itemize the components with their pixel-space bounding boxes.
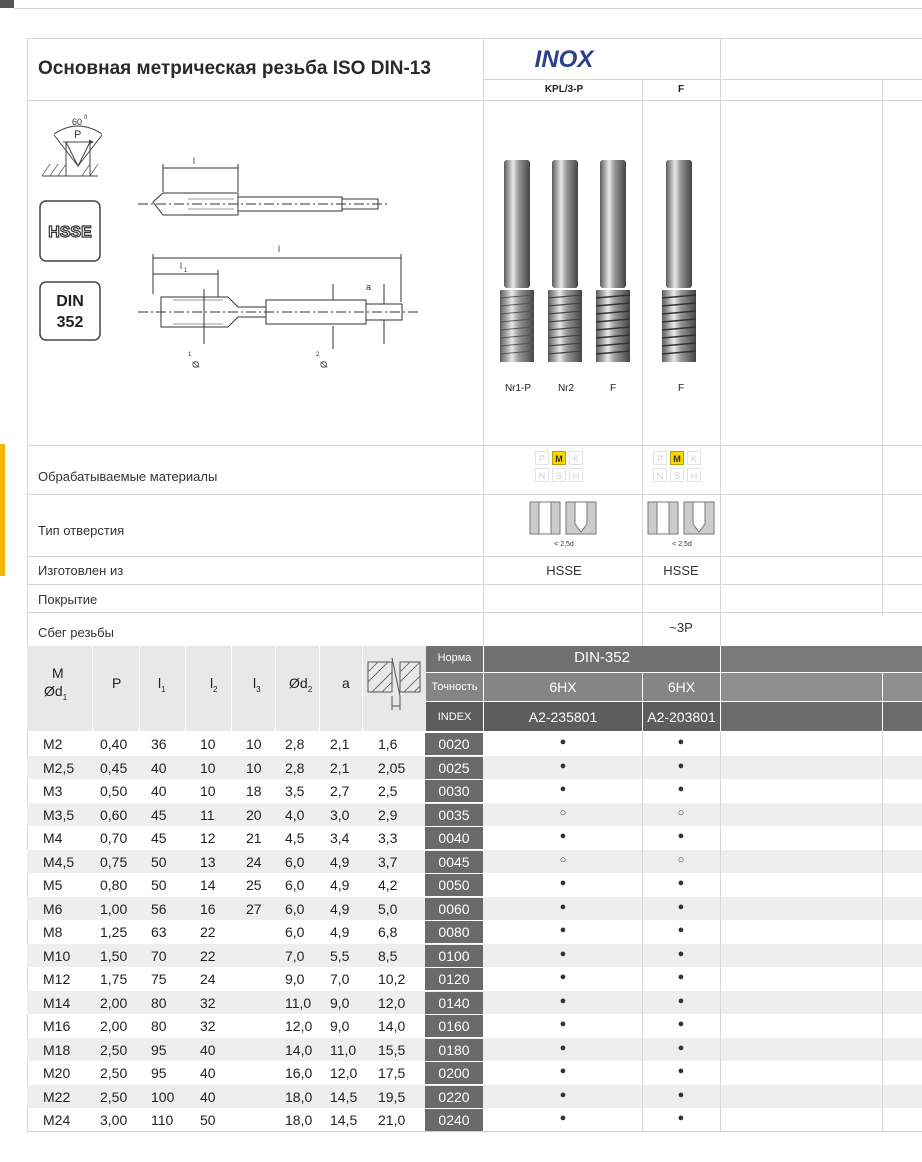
table-cell: 25 xyxy=(246,877,262,893)
table-cell: M16 xyxy=(43,1018,71,1034)
table-cell: 2,50 xyxy=(100,1089,128,1105)
hole-type-label: Тип отверстия xyxy=(38,523,125,538)
frame-brand-divider xyxy=(483,79,922,80)
table-cell: 6,8 xyxy=(378,924,398,940)
table-cell: 4,9 xyxy=(330,854,350,870)
table-cell: 10 xyxy=(246,760,262,776)
table-cell: 2,00 xyxy=(100,1018,128,1034)
hole-type-icons-kpl xyxy=(528,500,602,544)
header-precision: Точность xyxy=(431,681,478,693)
tap-photo-nr2 xyxy=(548,160,582,362)
precision-f: 6HX xyxy=(667,679,696,695)
table-col-divider xyxy=(882,732,883,1131)
table-cell: 80 xyxy=(151,995,167,1011)
table-cell: M10 xyxy=(43,948,71,964)
table-cell: M22 xyxy=(43,1089,71,1105)
table-cell: 3,0 xyxy=(330,807,350,823)
tap-label-nr1p: Nr1-P xyxy=(504,383,532,394)
index-kpl: A2-235801 xyxy=(528,709,598,725)
table-cell: 6,0 xyxy=(285,854,305,870)
table-cell: 19,5 xyxy=(378,1089,406,1105)
page-corner-marker xyxy=(0,0,14,8)
table-cell: 0,70 xyxy=(100,830,128,846)
frame-col-divider-4 xyxy=(882,79,883,616)
table-cell: 11 xyxy=(200,807,215,823)
header-norm: Норма xyxy=(437,652,472,664)
index-code-cell: 0035 xyxy=(425,804,483,826)
availability-marker: ● xyxy=(677,760,685,772)
table-cell: 22 xyxy=(200,924,216,940)
table-cell: 36 xyxy=(151,736,167,752)
table-cell: 17,5 xyxy=(378,1065,406,1081)
table-cell: 40 xyxy=(151,783,167,799)
dim-l1-sub: 1 xyxy=(184,268,188,274)
table-cell: 12,0 xyxy=(378,995,406,1011)
material-m: M xyxy=(670,451,684,465)
dim-l1: l xyxy=(180,261,182,271)
availability-marker: ● xyxy=(677,1089,685,1101)
thread-profile-diagram xyxy=(42,115,102,176)
availability-marker: ● xyxy=(677,1018,685,1030)
index-code-cell: 0020 xyxy=(425,733,483,755)
availability-marker: ● xyxy=(677,1112,685,1124)
table-cell: 2,5 xyxy=(378,783,398,799)
table-bottom xyxy=(27,1131,922,1132)
table-cell: 11,0 xyxy=(330,1042,357,1058)
availability-marker: ● xyxy=(559,830,567,842)
header-index: INDEX xyxy=(437,711,472,723)
table-cell: 4,9 xyxy=(330,901,350,917)
table-cell: 0,40 xyxy=(100,736,128,752)
header-l3: $l_3$ xyxy=(253,675,261,694)
din-badge-line1: DIN xyxy=(56,293,84,310)
availability-marker: ● xyxy=(677,924,685,936)
tap-label-f-single: F xyxy=(677,383,685,394)
brand-logo: INOX xyxy=(534,46,594,73)
table-cell: M6 xyxy=(43,901,63,917)
table-cell: 50 xyxy=(151,877,167,893)
row-divider-hole xyxy=(27,494,922,495)
material-k: K xyxy=(687,451,701,465)
tap-photo-f-single xyxy=(662,160,696,362)
table-cell: 10 xyxy=(200,783,216,799)
table-col-divider xyxy=(642,732,643,1131)
table-cell: 15,5 xyxy=(378,1042,406,1058)
table-cell: 5,0 xyxy=(378,901,398,917)
table-cell: 0,45 xyxy=(100,760,128,776)
table-cell: 12,0 xyxy=(330,1065,358,1081)
availability-marker: ● xyxy=(677,901,685,913)
table-cell: 14,0 xyxy=(378,1018,406,1034)
frame-col-divider-3 xyxy=(720,38,721,646)
table-cell: 18 xyxy=(246,783,262,799)
tool-code-f: F xyxy=(677,84,685,95)
row-divider-made xyxy=(27,556,922,557)
angle-unit: 0 xyxy=(84,115,88,121)
material-s: S xyxy=(552,468,566,482)
material-n: N xyxy=(535,468,549,482)
table-cell: 45 xyxy=(151,830,167,846)
table-cell: 3,4 xyxy=(330,830,350,846)
index-code-cell: 0045 xyxy=(425,851,483,873)
table-cell: M20 xyxy=(43,1065,71,1081)
table-cell: 95 xyxy=(151,1065,167,1081)
table-cell: 9,0 xyxy=(330,995,350,1011)
hole-type-icons-f xyxy=(646,500,720,544)
table-cell: 32 xyxy=(200,1018,216,1034)
table-cell: 2,05 xyxy=(378,760,406,776)
table-cell: 100 xyxy=(151,1089,175,1105)
table-cell: 24 xyxy=(246,854,262,870)
table-cell: 2,8 xyxy=(285,736,305,752)
index-code-cell: 0030 xyxy=(425,780,483,802)
index-code-cell: 0120 xyxy=(425,968,483,990)
table-cell: 0,75 xyxy=(100,854,128,870)
tool-code-kpl: KPL/3-P xyxy=(544,84,584,95)
table-cell: 1,6 xyxy=(378,736,398,752)
table-cell: 10,2 xyxy=(378,971,406,987)
availability-marker: ○ xyxy=(677,807,685,819)
index-code-cell: 0050 xyxy=(425,874,483,896)
bore-diameter-icon xyxy=(366,656,422,714)
material-h: H xyxy=(687,468,701,482)
table-cell: 21 xyxy=(246,830,262,846)
frame-header-bottom xyxy=(27,100,922,101)
table-cell: 3,00 xyxy=(100,1112,128,1128)
table-cell: 40 xyxy=(200,1089,216,1105)
table-cell: 4,9 xyxy=(330,924,350,940)
table-cell: 18,0 xyxy=(285,1112,313,1128)
table-cell: 22 xyxy=(200,948,216,964)
availability-marker: ● xyxy=(559,995,567,1007)
pitch-label: P xyxy=(74,129,82,141)
table-cell: 75 xyxy=(151,971,167,987)
availability-marker: ● xyxy=(677,971,685,983)
table-cell: 95 xyxy=(151,1042,167,1058)
coating-label: Покрытие xyxy=(38,592,98,607)
page-top-rule xyxy=(14,8,922,9)
table-cell: M2 xyxy=(43,736,63,752)
section-tab-marker xyxy=(0,444,5,576)
runout-label: Сбег резьбы xyxy=(38,625,114,640)
table-cell: 50 xyxy=(151,854,167,870)
dim-l-long: l xyxy=(278,244,280,254)
table-cell: 2,00 xyxy=(100,995,128,1011)
availability-marker: ● xyxy=(559,736,567,748)
page-title: Основная метрическая резьба ISO DIN-13 xyxy=(38,58,431,79)
material-s: S xyxy=(670,468,684,482)
index-code-cell: 0100 xyxy=(425,945,483,967)
table-cell: M12 xyxy=(43,971,71,987)
index-code-cell: 0240 xyxy=(425,1109,483,1131)
table-cell: 40 xyxy=(151,760,167,776)
materials-grid-kpl xyxy=(535,451,597,482)
availability-marker: ● xyxy=(559,1112,567,1124)
table-cell: 70 xyxy=(151,948,167,964)
tap-photo-nr1p xyxy=(500,160,534,362)
index-code-cell: 0220 xyxy=(425,1086,483,1108)
table-cell: 56 xyxy=(151,901,167,917)
table-cell: 24 xyxy=(200,971,216,987)
table-cell: 4,0 xyxy=(285,807,305,823)
availability-marker: ● xyxy=(559,877,567,889)
table-cell: 12 xyxy=(200,830,216,846)
tap-photo-f-set xyxy=(596,160,630,362)
availability-marker: ● xyxy=(677,948,685,960)
index-code-cell: 0200 xyxy=(425,1062,483,1084)
table-cell: 10 xyxy=(246,736,262,752)
made-of-label: Изготовлен из xyxy=(38,563,124,578)
material-p: P xyxy=(535,451,549,465)
table-cell: 21,0 xyxy=(378,1112,406,1128)
dim-d2-sub: 2 xyxy=(316,352,320,358)
table-cell: M14 xyxy=(43,995,71,1011)
table-cell: 6,0 xyxy=(285,901,305,917)
table-cell: M8 xyxy=(43,924,63,940)
table-cell: 3,3 xyxy=(378,830,398,846)
table-cell: 10 xyxy=(200,736,216,752)
availability-marker: ● xyxy=(677,877,685,889)
availability-marker: ● xyxy=(677,736,685,748)
dim-a: a xyxy=(366,282,372,292)
table-cell: 2,8 xyxy=(285,760,305,776)
frame-col-divider-1 xyxy=(483,38,484,646)
table-cell: 0,50 xyxy=(100,783,128,799)
index-code-cell: 0140 xyxy=(425,992,483,1014)
table-cell: M5 xyxy=(43,877,63,893)
header-a: a xyxy=(342,675,350,691)
material-k: K xyxy=(569,451,583,465)
availability-marker: ● xyxy=(559,760,567,772)
table-cell: 6,0 xyxy=(285,877,305,893)
table-cell: 9,0 xyxy=(285,971,305,987)
din-badge xyxy=(40,282,100,340)
tap-label-f: F xyxy=(609,383,617,394)
table-cell: M3 xyxy=(43,783,63,799)
hole-depth-note-f: < 2,5d xyxy=(672,541,692,548)
table-cell: M18 xyxy=(43,1042,71,1058)
table-cell: 80 xyxy=(151,1018,167,1034)
table-cell: 2,1 xyxy=(330,760,350,776)
din-badge-line2: 352 xyxy=(56,314,84,331)
table-cell: 1,50 xyxy=(100,948,128,964)
row-divider-runout xyxy=(27,612,922,613)
hole-depth-note-kpl: < 2,5d xyxy=(554,541,574,548)
table-cell: 4,5 xyxy=(285,830,305,846)
hsse-badge xyxy=(40,201,100,261)
frame-top xyxy=(27,38,922,39)
availability-marker: ● xyxy=(559,1018,567,1030)
row-divider-materials xyxy=(27,445,922,446)
table-cell: 2,1 xyxy=(330,736,350,752)
tap-technical-drawing xyxy=(28,104,483,444)
dim-l-short: l xyxy=(193,156,195,166)
table-cell: 5,5 xyxy=(330,948,350,964)
table-cell: 0,80 xyxy=(100,877,128,893)
availability-marker: ● xyxy=(677,783,685,795)
table-cell: M24 xyxy=(43,1112,71,1128)
table-cell: 14,5 xyxy=(330,1112,358,1128)
header-l1: $l_1$ xyxy=(158,675,166,694)
table-cell: 4,2 xyxy=(378,877,398,893)
table-cell: 50 xyxy=(200,1112,216,1128)
table-cell: 16,0 xyxy=(285,1065,313,1081)
table-cell: 12,0 xyxy=(285,1018,313,1034)
availability-marker: ● xyxy=(559,1089,567,1101)
runout-f: ~3P xyxy=(669,620,693,635)
availability-marker: ● xyxy=(677,995,685,1007)
availability-marker: ● xyxy=(559,924,567,936)
table-cell: 110 xyxy=(151,1112,174,1128)
table-cell: 63 xyxy=(151,924,167,940)
index-code-cell: 0180 xyxy=(425,1039,483,1061)
availability-marker: ○ xyxy=(559,807,567,819)
table-cell: 3,5 xyxy=(285,783,305,799)
header-d1: $Ød_1$ xyxy=(44,683,68,702)
availability-marker: ● xyxy=(559,971,567,983)
availability-marker: ○ xyxy=(677,854,685,866)
hsse-badge-text: HSSE xyxy=(48,224,92,241)
table-cell: 1,25 xyxy=(100,924,128,940)
header-d2: $Ød_2$ xyxy=(289,675,313,694)
table-cell: 7,0 xyxy=(330,971,350,987)
table-cell: 1,75 xyxy=(100,971,128,987)
table-cell: 13 xyxy=(200,854,216,870)
table-cell: 2,50 xyxy=(100,1042,128,1058)
table-cell: 0,60 xyxy=(100,807,128,823)
header-l2: $l_2$ xyxy=(210,675,218,694)
table-cell: 9,0 xyxy=(330,1018,350,1034)
index-f: A2-203801 xyxy=(647,709,716,725)
availability-marker: ○ xyxy=(559,854,567,866)
availability-marker: ● xyxy=(559,901,567,913)
materials-label: Обрабатываемые материалы xyxy=(38,469,218,484)
table-col-divider xyxy=(720,732,721,1131)
dim-d1: Ø xyxy=(191,360,201,368)
index-code-cell: 0040 xyxy=(425,827,483,849)
table-cell: 14,0 xyxy=(285,1042,313,1058)
availability-marker: ● xyxy=(677,1042,685,1054)
material-n: N xyxy=(653,468,667,482)
table-cell: 40 xyxy=(200,1065,216,1081)
precision-kpl: 6HX xyxy=(549,679,577,695)
table-cell: 14 xyxy=(200,877,216,893)
table-cell: M4,5 xyxy=(43,854,75,870)
table-cell: 7,0 xyxy=(285,948,305,964)
material-m: M xyxy=(552,451,566,465)
made-of-kpl: HSSE xyxy=(546,563,582,578)
angle-label: 60 xyxy=(72,117,83,127)
table-cell: 3,7 xyxy=(378,854,398,870)
availability-marker: ● xyxy=(677,830,685,842)
table-cell: 6,0 xyxy=(285,924,305,940)
header-m: M xyxy=(52,665,64,681)
table-cell: 27 xyxy=(246,901,262,917)
table-cell: 18,0 xyxy=(285,1089,313,1105)
dim-d1-sub: 1 xyxy=(188,352,192,358)
availability-marker: ● xyxy=(559,1065,567,1077)
table-cell: 2,50 xyxy=(100,1065,128,1081)
table-cell: 14,5 xyxy=(330,1089,358,1105)
table-cell: 2,7 xyxy=(330,783,350,799)
table-cell: 45 xyxy=(151,807,167,823)
tap-product-photos xyxy=(486,150,716,375)
availability-marker: ● xyxy=(559,1042,567,1054)
material-p: P xyxy=(653,451,667,465)
dim-d2: Ø xyxy=(319,360,329,368)
short-tap-drawing xyxy=(138,164,388,215)
table-cell: M2,5 xyxy=(43,760,75,776)
header-p: P xyxy=(112,675,122,691)
table-cell: 40 xyxy=(200,1042,216,1058)
availability-marker: ● xyxy=(559,948,567,960)
index-code-cell: 0025 xyxy=(425,757,483,779)
table-cell: 20 xyxy=(246,807,262,823)
index-code-cell: 0080 xyxy=(425,921,483,943)
row-divider-coating xyxy=(27,584,922,585)
table-cell: M3,5 xyxy=(43,807,75,823)
table-cell: 11,0 xyxy=(285,995,312,1011)
table-cell: 8,5 xyxy=(378,948,398,964)
availability-marker: ● xyxy=(677,1065,685,1077)
table-cell: 2,9 xyxy=(378,807,398,823)
tap-label-nr2: Nr2 xyxy=(557,383,575,394)
availability-marker: ● xyxy=(559,783,567,795)
table-cell: 10 xyxy=(200,760,216,776)
table-cell: 32 xyxy=(200,995,216,1011)
index-code-cell: 0160 xyxy=(425,1015,483,1037)
table-cell: 16 xyxy=(200,901,216,917)
table-cell: M4 xyxy=(43,830,63,846)
table-cell: 4,9 xyxy=(330,877,350,893)
material-h: H xyxy=(569,468,583,482)
norm-value: DIN-352 xyxy=(574,649,630,666)
index-code-cell: 0060 xyxy=(425,898,483,920)
made-of-f: HSSE xyxy=(663,563,699,578)
materials-grid-f xyxy=(653,451,715,482)
table-cell: 1,00 xyxy=(100,901,128,917)
